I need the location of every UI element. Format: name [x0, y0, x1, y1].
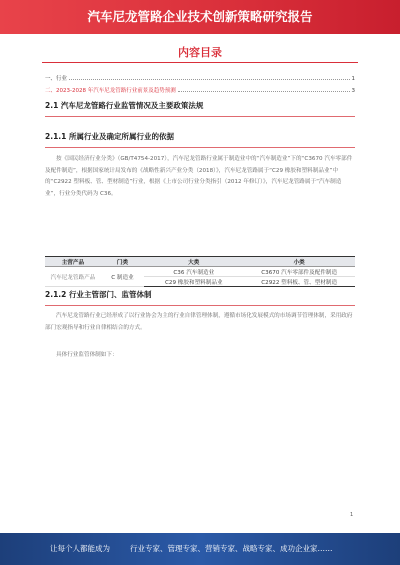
page-number: 1 — [350, 512, 354, 518]
report-header — [0, 0, 400, 34]
toc-leader-dots — [178, 91, 350, 92]
table-row — [45, 267, 355, 277]
paragraph-regulatory-intro: 具体行业监管体制如下： — [56, 352, 118, 358]
toc-item[interactable] — [45, 74, 355, 82]
section-rule — [45, 147, 355, 148]
table-header-cell: 主营产品 — [45, 257, 101, 267]
toc-title: 内容目录 — [178, 46, 222, 59]
industry-classification-table — [45, 256, 355, 287]
table-header-cell: 小类 — [243, 257, 355, 267]
section-heading-2-1-2: 2.1.2 行业主管部门、监管体制 — [45, 290, 152, 299]
table-cell-major: C36 汽车制造业 — [144, 267, 243, 277]
toc-divider — [42, 62, 358, 63]
table-header-cell: 大类 — [144, 257, 243, 267]
table-cell-minor: C2922 塑料板、管、型材制造 — [243, 277, 355, 287]
paragraph-regulatory-system: 汽车尼龙管路行业已经形成了以行业协会为主的行业自律管理体制，遵循市场化发展模式的市场调节管理体制，采用政府部门宏观指导和行业自律相结合的方式。 — [45, 313, 353, 331]
section-rule — [45, 305, 355, 306]
toc-item-page: 1 — [351, 76, 355, 82]
footer-banner — [0, 533, 400, 565]
table-header-cell: 门类 — [101, 257, 144, 267]
footer-slogan-left: 让每个人都能成为 — [50, 544, 110, 553]
toc-item-label: 一、行业 — [45, 76, 68, 82]
table-cell-category: C 制造业 — [101, 267, 144, 287]
table-cell-product: 汽车尼龙管路产品 — [45, 267, 101, 287]
table-header-row — [45, 257, 355, 267]
toc-leader-dots — [69, 79, 349, 80]
table-cell-minor: C3670 汽车零部件及配件制造 — [243, 267, 355, 277]
section-rule — [45, 116, 355, 117]
section-heading-2-1-1: 2.1.1 所属行业及确定所属行业的依据 — [45, 132, 174, 141]
paragraph-industry-classification: 按《国民经济行业分类》（GB/T4754-2017），汽车尼龙管路行业属于制造业中的“汽车制造业”下的“C3670 汽车零部件及配件制造”，根据国家统计局发布的《战略性新兴产业分类（2018）》，汽车尼龙管路属于“C29 橡胶和塑料制品业”中的“C2922 塑料板、管、型材制造”行业，根据《上市公司行业分类指引（2012 年修订）》，汽车尼龙管路属于“汽车制造业”，行业分类代码为 C36。 — [45, 156, 353, 197]
footer-slogan-right: 行业专家、管理专家、营销专家、战略专家、成功企业家…… — [130, 544, 333, 553]
toc-item[interactable] — [45, 86, 355, 94]
report-title: 汽车尼龙管路企业技术创新策略研究报告 — [87, 9, 313, 24]
toc-item-label: 二、2023-2028 年汽车尼龙管路行业前景及趋势预测 — [45, 88, 176, 94]
section-heading-2-1: 2.1 汽车尼龙管路行业监管情况及主要政策法规 — [45, 101, 204, 110]
toc-item-page: 3 — [351, 88, 355, 94]
table-cell-major: C29 橡胶和塑料制品业 — [144, 277, 243, 287]
